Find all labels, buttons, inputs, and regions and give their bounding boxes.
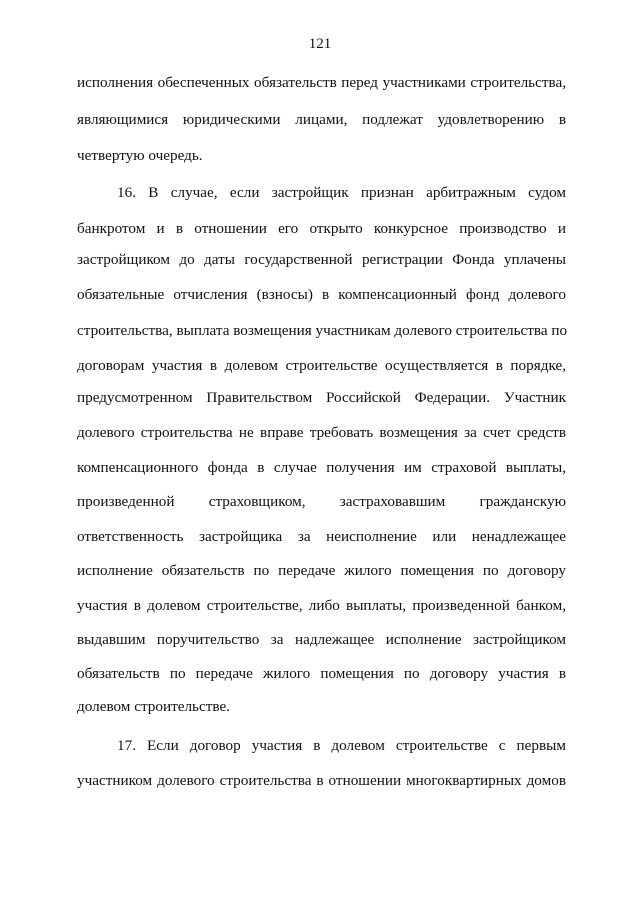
text-line: обязательные отчисления (взносы) в компенсационный фонд долевого — [77, 286, 566, 303]
text-line: договорам участия в долевом строительстве осуществляется в порядке, — [77, 357, 566, 374]
text-line: обязательств по передаче жилого помещения по договору участия в — [77, 665, 566, 682]
text-line: предусмотренном Правительством Российской Федерации. Участник — [77, 389, 566, 406]
text-line: четвертую очередь. — [77, 147, 203, 164]
page-number: 121 — [308, 36, 332, 52]
text-line: компенсационного фонда в случае получения им страховой выплаты, — [77, 459, 566, 476]
text-line: выдавшим поручительство за надлежащее исполнение застройщиком — [77, 631, 566, 648]
text-line: являющимися юридическими лицами, подлежат удовлетворению в — [77, 111, 566, 128]
text-line: произведенной страховщиком, застраховавшим гражданскую — [77, 493, 566, 510]
text-line: строительства, выплата возмещения участникам долевого строительства по — [77, 322, 568, 339]
text-line: исполнение обязательств по передаче жилого помещения по договору — [77, 562, 566, 579]
text-line: застройщиком до даты государственной регистрации Фонда уплачены — [77, 251, 566, 268]
paragraph-16-first-line: 16. В случае, если застройщик признан арбитражным судом — [117, 184, 566, 201]
text-line: участником долевого строительства в отношении многоквартирных домов — [77, 772, 566, 789]
text-line: исполнения обеспеченных обязательств перед участниками строительства, — [77, 74, 566, 91]
text-line: банкротом и в отношении его открыто конкурсное производство и — [77, 220, 566, 237]
paragraph-17-first-line: 17. Если договор участия в долевом строительстве с первым — [117, 737, 566, 754]
text-line: ответственность застройщика за неисполнение или ненадлежащее — [77, 528, 566, 545]
text-line: долевого строительства не вправе требовать возмещения за счет средств — [77, 424, 566, 441]
text-line: участия в долевом строительстве, либо выплаты, произведенной банком, — [77, 597, 566, 614]
text-line: долевом строительстве. — [77, 698, 230, 715]
